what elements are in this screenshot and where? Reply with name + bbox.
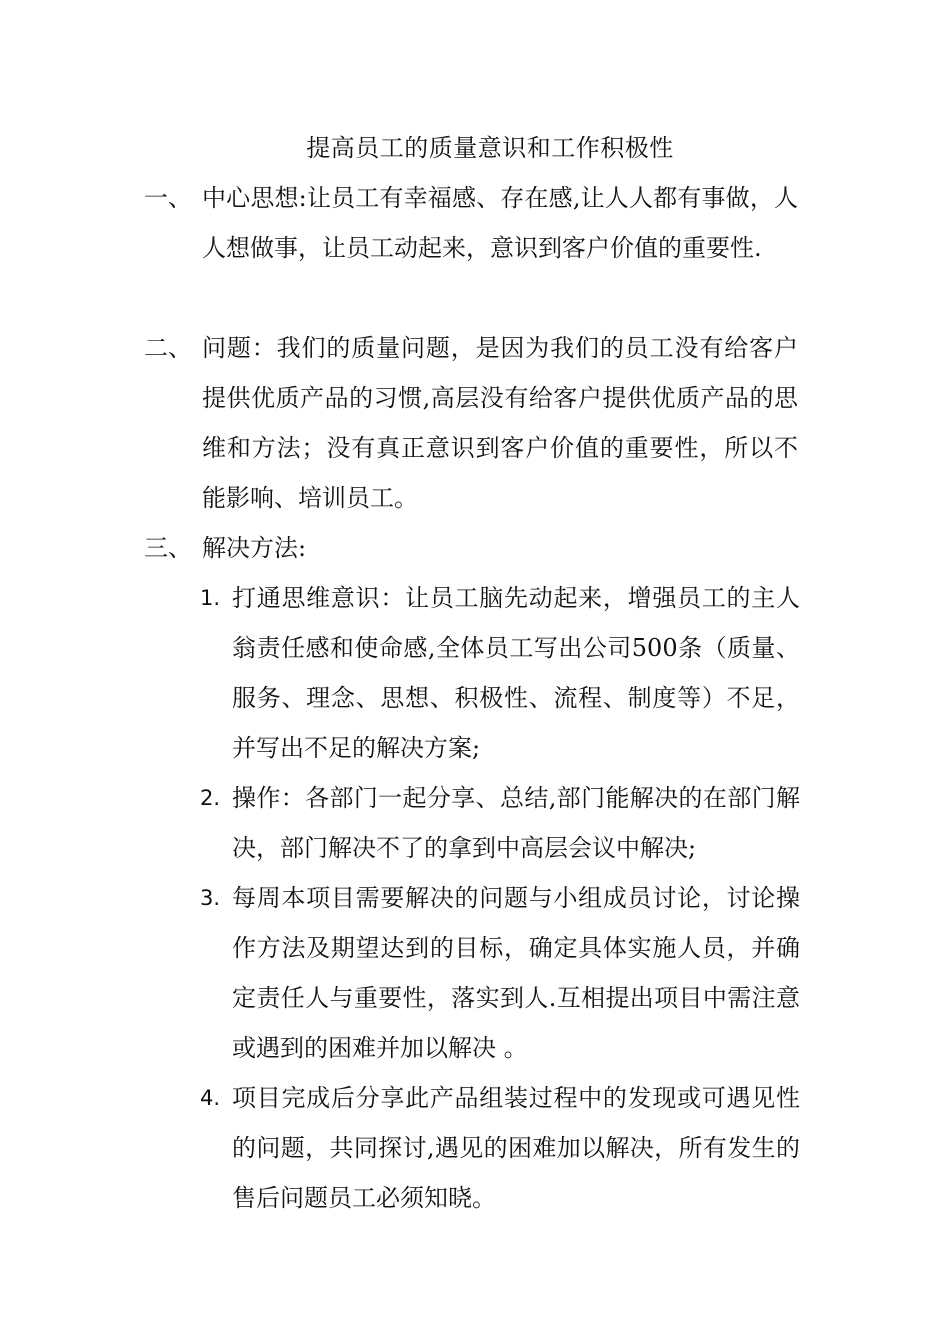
- section-marker: 一、: [144, 184, 192, 212]
- list-number: 4.: [200, 1086, 221, 1110]
- list-number: 1.: [200, 586, 221, 610]
- list-number: 2.: [200, 786, 221, 810]
- list-item-text: 项目完成后分享此产品组装过程中的发现或可遇见性的问题，共同探讨,遇见的困难加以解决，所有发生的售后问题员工必须知晓。: [232, 1084, 800, 1212]
- section-text: 解决方法:: [202, 534, 307, 562]
- list-item-text: 打通思维意识：让员工脑先动起来，增强员工的主人翁责任感和使命感,全体员工写出公司500条（质量、服务、理念、思想、积极性、流程、制度等）不足，并写出不足的解决方案;: [232, 584, 800, 762]
- list-item-text: 每周本项目需要解决的问题与小组成员讨论，讨论操作方法及期望达到的目标，确定具体实施人员，并确定责任人与重要性，落实到人.互相提出项目中需注意或遇到的困难并加以解决 。: [232, 884, 800, 1062]
- list-item-text: 操作：各部门一起分享、总结,部门能解决的在部门解决，部门解决不了的拿到中高层会议中解决;: [232, 784, 800, 862]
- list-number: 3.: [200, 886, 221, 910]
- section-text: 中心思想:让员工有幸福感、存在感,让人人都有事做，人人想做事，让员工动起来，意识到客户价值的重要性.: [202, 184, 798, 262]
- section-marker: 二、: [144, 334, 192, 362]
- section-text: 问题：我们的质量问题，是因为我们的员工没有给客户提供优质产品的习惯,高层没有给客户提供优质产品的思维和方法；没有真正意识到客户价值的重要性，所以不能影响、培训员工。: [202, 334, 798, 512]
- document-title: 提高员工的质量意识和工作积极性: [306, 134, 674, 162]
- section-marker: 三、: [144, 534, 192, 562]
